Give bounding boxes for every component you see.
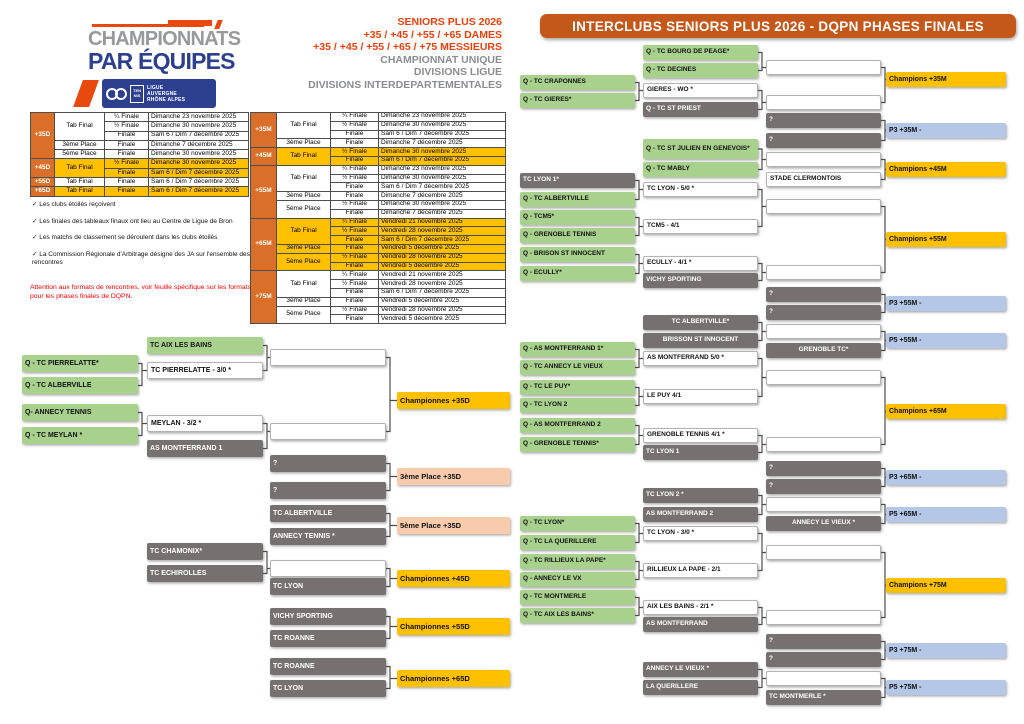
cell-round: ½ Finale — [331, 280, 379, 289]
bracket-team: GIERES - WO * — [643, 83, 758, 98]
bracket-team: STADE CLERMONTOIS — [766, 172, 881, 187]
ligue-name-line: LIGUE — [147, 84, 164, 91]
cell-date: Dimanche 30 novembre 2025 — [379, 200, 506, 209]
bracket-unknown-team: ? — [270, 482, 386, 499]
fft-mark-line: TEN — [133, 88, 141, 93]
logo-orange-bar-thick — [168, 20, 212, 26]
bracket-team: Q - BRISON ST INNOCENT — [520, 247, 635, 262]
cell-round: Finale — [331, 209, 379, 218]
bracket-empty-slot — [270, 423, 386, 440]
champion-label: Champions +45M — [886, 162, 1006, 177]
note-item: ✓ Les matchs de classement se déroulent dans les clubs étoilés — [32, 234, 218, 241]
bracket-team: Q - TC MABLY — [643, 162, 758, 177]
note-item: ✓ La Commission Régionale d'Arbitrage désigne des JA sur l'ensemble des rencontres — [32, 250, 250, 266]
tennis-ball-icon — [115, 88, 127, 100]
cell-round: Finale — [105, 140, 149, 149]
cell-stage: Tab Final — [277, 148, 331, 166]
cell-round: ¼ Finale — [331, 113, 379, 122]
bracket-team: TC ECHIROLLES — [147, 565, 263, 582]
bracket-unknown-team: ? — [766, 634, 881, 649]
cell-stage: 5ème Place — [277, 253, 331, 271]
bracket-team: TCM5 - 4/1 — [643, 219, 758, 234]
ligue-name — [147, 85, 185, 103]
bracket-unknown-team: ? — [766, 461, 881, 476]
place-label: 5ème Place +35D — [397, 517, 510, 534]
bracket-team: GRENOBLE TC* — [766, 343, 881, 358]
bracket-team: LE PUY 4/1 — [643, 389, 758, 404]
ligue-badge — [102, 79, 216, 108]
cell-round: ½ Finale — [331, 227, 379, 236]
bracket-team: VICHY SPORTING — [643, 273, 758, 288]
cell-stage: 3ème Place — [277, 192, 331, 201]
cell-date: Dimanche 30 novembre 2025 — [149, 159, 249, 168]
title-line: +35 / +45 / +55 / +65 DAMES — [363, 28, 502, 41]
cell-date: Vendredi 5 décembre 2025 — [379, 315, 506, 324]
bracket-team: Q - TC GIERES* — [520, 93, 635, 108]
cell-date: Sam 6 / Dim 7 décembre 2025 — [379, 288, 506, 297]
cell-round: Finale — [105, 187, 149, 196]
bracket-empty-slot — [766, 610, 881, 625]
bracket-team: AS MONTFERRAND — [643, 617, 758, 632]
cell-round: Finale — [105, 150, 149, 159]
cell-round: ¼ Finale — [331, 218, 379, 227]
cell-round: ¼ Finale — [331, 271, 379, 280]
bracket-team: TC LYON 1 — [643, 445, 758, 460]
logo-line-par-equipes: PAR ÉQUIPES — [88, 48, 235, 74]
title-line: SENIORS PLUS 2026 — [397, 16, 502, 28]
bracket-team: TC LYON - 3/0 * — [643, 526, 758, 541]
place-label: P5 +55M - — [886, 333, 1006, 348]
bracket-team: TC LYON 2 * — [643, 488, 758, 503]
cell-round: Finale — [105, 131, 149, 140]
cell-stage: Tab Final — [277, 271, 331, 297]
bracket-empty-slot — [766, 324, 881, 339]
cell-date: Vendredi 28 novembre 2025 — [379, 280, 506, 289]
bracket-team: AS MONTFERRAND 2 — [643, 507, 758, 522]
bracket-team: TC LYON 1* — [520, 173, 635, 188]
champion-label: Champions +35M — [886, 72, 1006, 87]
champion-label: Championnes +55D — [397, 618, 510, 635]
ligue-name-line: RHÔNE ALPES — [147, 96, 186, 103]
bracket-team: TC ALBERTVILLE* — [643, 315, 758, 330]
bracket-team: Q - TC LYON* — [520, 516, 635, 531]
bracket-team: LA QUERILLERE — [643, 680, 758, 695]
place-label: P5 +75M - — [886, 680, 1006, 695]
bracket-empty-slot — [766, 95, 881, 110]
cell-date: Sam 6 / Dim 7 décembre 2025 — [149, 178, 249, 187]
cell-round: Finale — [105, 168, 149, 177]
bracket-team: TC ROANNE — [270, 630, 386, 647]
cell-date: Dimanche 23 novembre 2025 — [149, 113, 249, 122]
champion-label: Championnes +45D — [397, 570, 510, 587]
championnats-par-equipes-logo — [76, 20, 241, 112]
cell-date: Dimanche 7 décembre 2025 — [379, 192, 506, 201]
cell-date: Dimanche 23 novembre 2025 — [379, 113, 506, 122]
champion-label: Champions +55M — [886, 232, 1006, 247]
bracket-team: TC PIERRELATTE - 3/0 * — [147, 362, 263, 379]
cell-date: Dimanche 30 novembre 2025 — [149, 122, 249, 131]
cell-date: Vendredi 5 décembre 2025 — [379, 297, 506, 306]
cell-age: +45D — [31, 159, 55, 178]
title-line: +35 / +45 / +55 / +65 / +75 MESSIEURS — [313, 41, 502, 53]
cell-stage: Tab Final — [55, 113, 105, 141]
bracket-unknown-team: ? — [766, 113, 881, 128]
cell-age: +35D — [31, 113, 55, 159]
bracket-team: TC ALBERTVILLE — [270, 505, 386, 522]
logo-slash-icon — [73, 80, 99, 107]
bracket-team: AS MONTFERRAND 1 — [147, 440, 263, 457]
bracket-team: Q - TC DECINES — [643, 63, 758, 78]
cell-stage: 5ème Place — [55, 150, 105, 159]
cell-round: Finale — [331, 262, 379, 271]
cell-round: ½ Finale — [331, 253, 379, 262]
bracket-team: Q - TC MONTMERLE — [520, 590, 635, 605]
cell-date: Vendredi 21 novembre 2025 — [379, 218, 506, 227]
title-line: CHAMPIONNAT UNIQUE — [380, 53, 502, 66]
cell-stage: 5ème Place — [277, 200, 331, 218]
cell-stage: Tab Final — [277, 113, 331, 139]
cell-date: Sam 6 / Dim 7 décembre 2025 — [149, 131, 249, 140]
bracket-empty-slot — [766, 265, 881, 280]
bracket-team: Q - TC CRAPONNES — [520, 75, 635, 90]
bracket-unknown-team: ? — [766, 305, 881, 320]
cell-date: Sam 6 / Dim 7 décembre 2025 — [149, 168, 249, 177]
cell-date: Dimanche 7 décembre 2025 — [379, 139, 506, 148]
place-label: P3 +35M - — [886, 123, 1006, 138]
place-label: P3 +65M - — [886, 470, 1006, 485]
cell-date: Sam 6 / Dim 7 décembre 2025 — [379, 156, 506, 165]
bracket-team: TC MONTMERLE * — [766, 690, 881, 705]
bracket-team: TC LYON — [270, 680, 386, 697]
bracket-empty-slot — [766, 199, 881, 214]
cell-date: Dimanche 23 novembre 2025 — [379, 165, 506, 174]
cell-round: Finale — [331, 192, 379, 201]
bracket-unknown-team: ? — [766, 479, 881, 494]
bracket-team: Q - AS MONTFERRAND 1* — [520, 342, 635, 357]
cell-stage: 3ème Place — [277, 244, 331, 253]
cell-age: +35M — [251, 113, 277, 148]
champion-label: Championnes +65D — [397, 670, 510, 687]
bracket-team: TC CHAMONIX* — [147, 543, 263, 560]
logo-line-championnats: CHAMPIONNATS — [88, 28, 241, 50]
bracket-team: MEYLAN - 3/2 * — [147, 415, 263, 432]
cell-round: ½ Finale — [331, 200, 379, 209]
bracket-team: ANNECY LE VIEUX * — [643, 662, 758, 677]
place-label: P3 +75M - — [886, 643, 1006, 658]
cell-date: Dimanche 30 novembre 2025 — [379, 174, 506, 183]
bracket-empty-slot — [766, 545, 881, 560]
bracket-team: Q - GRENOBLE TENNIS* — [520, 437, 635, 452]
fft-tennis-mark — [130, 85, 144, 103]
note-item: ✓ Les finales des tableaux finaux ont lieu au Centre de Ligue de Bron — [32, 217, 233, 225]
fft-mark-line: NIS — [133, 92, 141, 98]
bracket-team: RILLIEUX LA PAPE - 2/1 — [643, 563, 758, 578]
cell-stage: Tab Final — [277, 218, 331, 244]
cell-date: Sam 6 / Dim 7 décembre 2025 — [379, 236, 506, 245]
cell-stage: 3ème Place — [277, 297, 331, 306]
cell-round: ¼ Finale — [331, 165, 379, 174]
cell-date: Dimanche 30 novembre 2025 — [149, 150, 249, 159]
cell-date: Vendredi 28 novembre 2025 — [379, 227, 506, 236]
bracket-empty-slot — [270, 349, 386, 366]
cell-age: +65M — [251, 218, 277, 271]
cell-date: Dimanche 30 novembre 2025 — [379, 121, 506, 130]
cell-stage: Tab Final — [55, 187, 105, 196]
bracket-team: Q - TC MEYLAN * — [22, 427, 138, 444]
cell-date: Sam 6 / Dim 7 décembre 2025 — [379, 183, 506, 192]
cell-stage: 3ème Place — [55, 140, 105, 149]
cell-round: ½ Finale — [105, 159, 149, 168]
cell-round: Finale — [331, 156, 379, 165]
bracket-team: ECULLY - 4/1 * — [643, 256, 758, 271]
bracket-team: Q - ECULLY* — [520, 266, 635, 281]
bracket-team: Q - TC LYON 2 — [520, 398, 635, 413]
bracket-team: Q - AS MONTFERRAND 2 — [520, 418, 635, 433]
title-block — [238, 16, 502, 91]
bracket-empty-slot — [766, 370, 881, 385]
cell-stage: 5ème Place — [277, 306, 331, 324]
bracket-team: BRISSON ST INNOCENT — [643, 333, 758, 348]
title-line: DIVISIONS LIGUE — [413, 66, 502, 78]
cell-date: Dimanche 7 décembre 2025 — [379, 209, 506, 218]
bracket-team: TC LYON — [270, 578, 386, 595]
bracket-team: GRENOBLE TENNIS 4/1 * — [643, 428, 758, 443]
cell-age: +55M — [251, 165, 277, 218]
cell-date: Vendredi 28 novembre 2025 — [379, 306, 506, 315]
bracket-empty-slot — [766, 152, 881, 167]
page-title: INTERCLUBS SENIORS PLUS 2026 - DQPN PHASES FINALES — [540, 14, 1016, 38]
bracket-empty-slot — [766, 497, 881, 512]
cell-round: Finale — [331, 183, 379, 192]
cell-date: Sam 6 / Dim 7 décembre 2025 — [379, 130, 506, 139]
bracket-team: Q- ANNECY TENNIS — [22, 404, 138, 421]
cell-stage: Tab Final — [277, 165, 331, 191]
cell-stage: Tab Final — [55, 159, 105, 178]
cell-round: Finale — [331, 297, 379, 306]
bracket-team: VICHY SPORTING — [270, 608, 386, 625]
place-label: 3ème Place +35D — [397, 468, 510, 485]
cell-date: Sam 6 / Dim 7 décembre 2025 — [149, 187, 249, 196]
bracket-team: Q - TC ST JULIEN EN GENEVOIS* — [643, 139, 758, 159]
cell-date: Vendredi 28 novembre 2025 — [379, 253, 506, 262]
cell-round: Finale — [331, 244, 379, 253]
bracket-team: Q - TC RILLIEUX LA PAPE* — [520, 554, 635, 569]
title-line: DIVISIONS INTERDEPARTEMENTALES — [308, 78, 502, 91]
champion-label: Champions +65M — [886, 404, 1006, 419]
cell-round: Finale — [105, 178, 149, 187]
bracket-empty-slot — [766, 437, 881, 452]
note-item: ✓ Les clubs étoilés reçoivent — [32, 201, 116, 208]
bracket-team: Q - TC ALBERTVILLE — [520, 192, 635, 207]
cell-date: Vendredi 21 novembre 2025 — [379, 271, 506, 280]
bracket-team: TC LYON - 5/0 * — [643, 182, 758, 197]
cell-age: +75M — [251, 271, 277, 324]
ligue-name-line: AUVERGNE — [147, 90, 177, 97]
bracket-team: Q - TC LA QUERILLERE — [520, 535, 635, 550]
champion-label: Championnes +35D — [397, 392, 510, 409]
cell-round: ¼ Finale — [105, 113, 149, 122]
cell-round: ½ Finale — [331, 174, 379, 183]
place-label: P3 +55M - — [886, 296, 1006, 311]
bracket-team: Q - TCM5* — [520, 210, 635, 225]
bracket-unknown-team: ? — [766, 287, 881, 302]
bracket-empty-slot — [270, 560, 386, 577]
bracket-team: TC AIX LES BAINS — [147, 337, 263, 354]
bracket-team: Q - TC ALBERVILLE — [22, 377, 138, 394]
bracket-team: ANNECY TENNIS * — [270, 528, 386, 545]
cell-date: Dimanche 30 novembre 2025 — [379, 148, 506, 157]
cell-round: Finale — [331, 288, 379, 297]
cell-age: +65D — [31, 187, 55, 196]
schedule-table-messieurs — [250, 112, 506, 324]
warning-text: Attention aux formats de rencontres, voir feuille spécifique sur les formats pour les phases finales de DQPN. — [30, 284, 252, 300]
champion-label: Champions +75M — [886, 578, 1006, 593]
place-label: P5 +65M - — [886, 507, 1006, 522]
cell-round: Finale — [331, 315, 379, 324]
bracket-team: AIX LES BAINS - 2/1 * — [643, 600, 758, 615]
bracket-unknown-team: ? — [766, 652, 881, 667]
bracket-empty-slot — [766, 60, 881, 75]
cell-stage: 3ème Place — [277, 139, 331, 148]
schedule-table-dames — [30, 112, 249, 197]
cell-round: ½ Finale — [331, 121, 379, 130]
cell-round: Finale — [331, 236, 379, 245]
bracket-empty-slot — [766, 671, 881, 686]
bracket-team: Q - TC PIERRELATTE* — [22, 355, 138, 372]
cell-date: Vendredi 5 décembre 2025 — [379, 244, 506, 253]
cell-stage: Tab Final — [55, 178, 105, 187]
cell-round: ½ Finale — [331, 306, 379, 315]
cell-age: +45M — [251, 148, 277, 166]
bracket-team: Q - TC BOURG DE PEAGE* — [643, 45, 758, 60]
bracket-team: Q - ANNECY LE VX — [520, 572, 635, 587]
bracket-unknown-team: ? — [270, 455, 386, 472]
cell-round: ½ Finale — [105, 122, 149, 131]
cell-round: Finale — [331, 139, 379, 148]
cell-date: Dimanche 7 décembre 2025 — [149, 140, 249, 149]
bracket-team: AS MONTFERRAND 5/0 * — [643, 351, 758, 366]
cell-round: ½ Finale — [331, 148, 379, 157]
notes-list — [32, 201, 252, 275]
bracket-team: TC ROANNE — [270, 658, 386, 675]
bracket-team: Q - TC ANNECY LE VIEUX — [520, 360, 635, 375]
cell-round: Finale — [331, 130, 379, 139]
cell-date: Vendredi 5 décembre 2025 — [379, 262, 506, 271]
bracket-team: ANNECY LE VIEUX * — [766, 516, 881, 531]
cell-age: +55D — [31, 178, 55, 187]
bracket-team: Q - GRENOBLE TENNIS — [520, 228, 635, 243]
bracket-team: Q - TC LE PUY* — [520, 380, 635, 395]
bracket-team: Q - TC AIX LES BAINS* — [520, 608, 635, 623]
bracket-unknown-team: ? — [766, 133, 881, 148]
bracket-team: Q - TC ST PRIEST — [643, 102, 758, 117]
